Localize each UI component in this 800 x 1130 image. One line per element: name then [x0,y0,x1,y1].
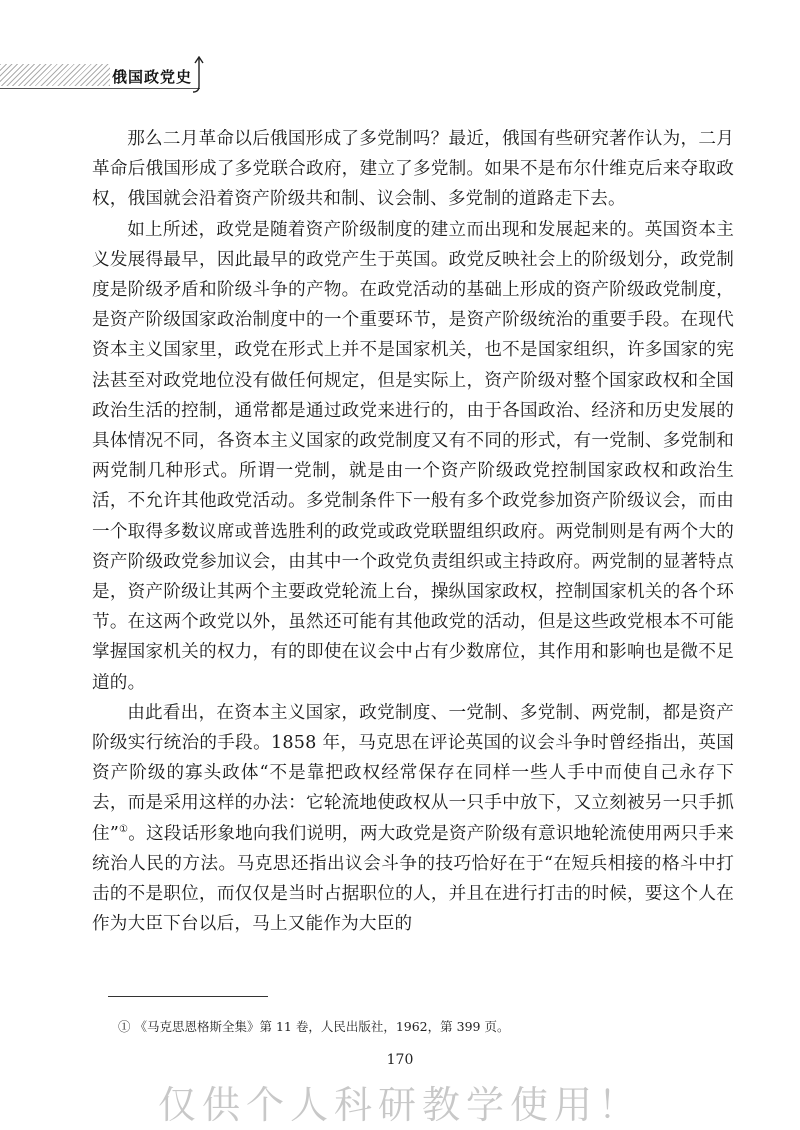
running-header-title: 俄国政党史 [112,68,193,86]
header-arrow-icon [192,56,206,96]
paragraph-3-part-2: 。这段话形象地向我们说明，两大政党是资产阶级有意识地轮流使用两只手来统治人民的方法。马克思还指出议会斗争的技巧恰好在于“在短兵相接的格斗中打击的不是职位，而仅仅是当时占据职位的人，并且在进行打击的时候，要这个人在作为大臣下台以后，马上又能作为大臣的 [92,823,734,935]
body-text [92,124,734,939]
paragraph-3-part-1: 由此看出，在资本主义国家，政党制度、一党制、多党制、两党制，都是资产阶级实行统治的手段。1858 年，马克思在评论英国的议会斗争时曾经指出，英国资产阶级的寡头政体“不是靠把政权经常保存在同样一些人手中而使自己永存下去，而是采用这样的办法：它轮流地使政权从一只手中放下，又立刻被另一只手抓住” [92,702,734,844]
page-number: 170 [386,1052,414,1068]
header-decoration [0,64,110,86]
footnote: ① 《马克思恩格斯全集》第 11 卷，人民出版社，1962，第 399 页。 [118,1019,510,1034]
footnote-reference[interactable]: ① [119,823,129,835]
header-rule [0,88,200,89]
paragraph-1: 那么二月革命以后俄国形成了多党制吗？最近，俄国有些研究著作认为，二月革命后俄国形成了多党联合政府，建立了多党制。如果不是布尔什维克后来夺取政权，俄国就会沿着资产阶级共和制、议会制、多党制的道路走下去。 [92,129,734,210]
footnote-divider [108,996,268,997]
paragraph-2: 如上所述，政党是随着资产阶级制度的建立而出现和发展起来的。英国资本主义发展得最早，因此最早的政党产生于英国。政党反映社会上的阶级划分，政党制度是阶级矛盾和阶级斗争的产物。在政党活动的基础上形成的资产阶级政党制度，是资产阶级国家政治制度中的一个重要环节，是资产阶级统治的重要手段。在现代资本主义国家里，政党在形式上并不是国家机关，也不是国家组织，许多国家的宪法甚至对政党地位没有做任何规定，但是实际上，资产阶级对整个国家政权和全国政治生活的控制，通常都是通过政党来进行的，由于各国政治、经济和历史发展的具体情况不同，各资本主义国家的政党制度又有不同的形式，有一党制、多党制和两党制几种形式。所谓一党制，就是由一个资产阶级政党控制国家政权和政治生活，不允许其他政党活动。多党制条件下一般有多个政党参加资产阶级议会，而由一个取得多数议席或普选胜利的政党或政党联盟组织政府。两党制则是有两个大的资产阶级政党参加议会，由其中一个政党负责组织或主持政府。两党制的显著特点是，资产阶级让其两个主要政党轮流上台，操纵国家政权，控制国家机关的各个环节。在这两个政党以外，虽然还可能有其他政党的活动，但是这些政党根本不可能掌握国家机关的权力，有的即使在议会中占有少数席位，其作用和影响也是微不足道的。 [92,219,734,693]
watermark: 仅供个人科研教学使用！ [157,1083,642,1127]
paragraph-3 [92,698,734,940]
